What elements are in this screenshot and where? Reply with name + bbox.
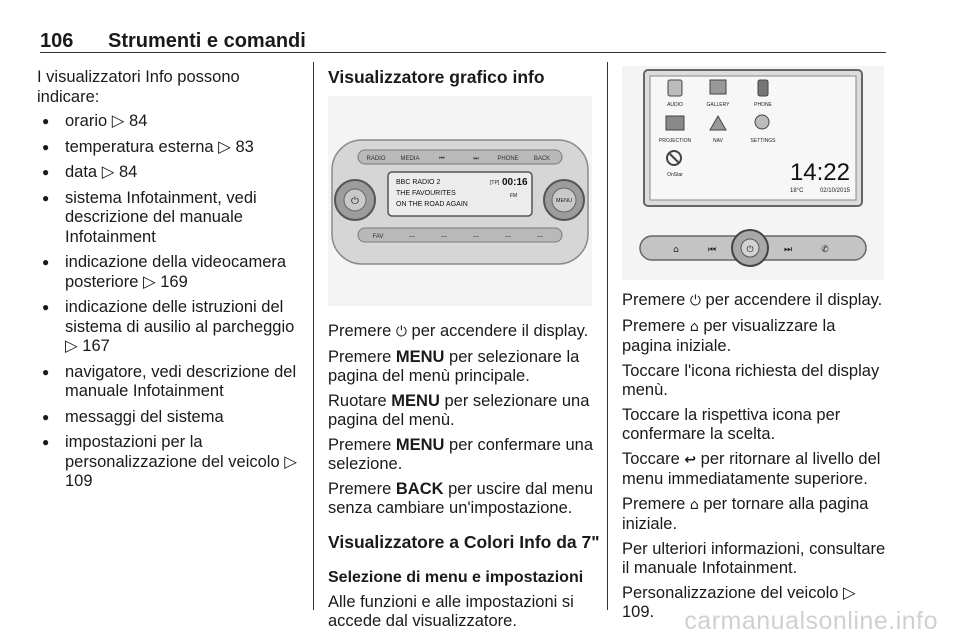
svg-text:⏭: ⏭ [783,245,793,255]
paragraph: Alle funzioni e alle impostazioni si accede dal visualizzatore. [328,592,574,630]
list-item: ● orario ▷ 84 [37,112,305,132]
screen-time: 14:22 [789,159,850,186]
preset-button-label: — [537,234,543,240]
display-status: [TP] [490,180,500,186]
preset-button-label: — [441,234,447,240]
fav-button-label: FAV [372,234,384,240]
display-line: ON THE ROAD AGAIN [396,201,468,208]
list-item: ● indicazione delle istruzioni del sistema di ausilio al parcheggio ▷ 167 [37,298,305,357]
paragraph: Premere MENU per selezionare la pagina del menù principale. [328,347,580,385]
paragraph: Toccare ↩ per ritornare al livello del menu immediatamente superiore. [622,449,881,488]
radio-unit-figure [328,96,592,306]
next-button-label: ⏭ [473,156,479,162]
svg-text:⌂: ⌂ [673,245,679,255]
nav-icon-label: NAV [713,138,723,144]
paragraph: Premere MENU per confermare una selezione. [328,435,594,473]
paragraph: Toccare la rispettiva icona per confermare la scelta. [622,405,841,443]
header-rule [40,52,886,53]
home-icon: ⌂ [689,318,699,335]
screen-date: 02/10/2015 [819,188,850,194]
list-item: ● indicazione della videocamera posteriore ▷ 169 [37,253,305,292]
paragraph: Premere ⌂ per visualizzare la pagina iniziale. [622,316,836,355]
subheading: Selezione di menu e impostazioni [328,569,584,586]
preset-button-label: — [409,234,415,240]
audio-icon-label: AUDIO [667,102,683,108]
screen-temp: 18°C [790,188,804,194]
display-line: BBC RADIO 2 [396,179,441,186]
paragraph: Per ulteriori informazioni, consultare il manuale Infotainment. [622,539,886,577]
menu-knob-label: MENU [555,198,573,204]
paragraph: Premere ⌂ per tornare alla pagina iniziale. [622,494,869,533]
column-divider-1 [313,62,314,610]
radio-unit-illustration [328,96,592,306]
gallery-icon-label: GALLERY [706,102,730,108]
power-icon: ⏻ [689,293,701,309]
back-arrow-icon: ↩ [684,451,697,468]
page-number: 106 [40,30,74,52]
home-icon: ⌂ [689,496,699,513]
paragraph: Ruotare MENU per selezionare una pagina del menù. [328,391,590,429]
svg-text:⏻: ⏻ [746,245,754,255]
column-2-text [328,322,600,637]
phone-icon-label: PHONE [754,102,772,108]
info-list [37,112,305,492]
display-band: FM [510,193,518,199]
svg-text:⏻: ⏻ [351,196,359,207]
paragraph: Premere ⏻ per accendere il display. [622,291,883,309]
preset-button-label: — [473,234,479,240]
back-button-label: BACK [533,156,551,162]
watermark: carmanualsonline.info [684,607,938,635]
svg-text:⏮: ⏮ [707,245,717,255]
onstar-icon-label: OnStar [667,172,683,178]
list-item: ● navigatore, vedi descrizione del manuale Infotainment [37,363,305,402]
paragraph: Premere BACK per uscire dal menu senza cambiare un'impostazione. [328,479,594,517]
list-item: ● temperatura esterna ▷ 83 [37,138,305,158]
section-heading-color-info: Visualizzatore a Colori Info da 7" [328,531,600,552]
settings-icon-label: SETTINGS [750,138,776,144]
phone-button-label: PHONE [497,156,519,162]
media-button-label: MEDIA [400,156,420,162]
section-heading-graphic-info: Visualizzatore grafico info [328,67,545,87]
paragraph: Personalizzazione del veicolo ▷ 109. [622,583,856,621]
color-display-illustration [622,66,884,280]
color-display-figure [622,66,884,280]
page-header [40,30,306,53]
svg-text:✆: ✆ [821,245,829,255]
display-line: THE FAVOURITES [396,190,456,197]
column-divider-2 [607,62,608,610]
power-icon: ⏻ [395,324,407,340]
list-item: ● sistema Infotainment, vedi descrizione del manuale Infotainment [37,189,305,248]
page-title: Strumenti e comandi [108,30,306,52]
radio-button-label: RADIO [366,156,386,162]
projection-icon-label: PROJECTION [658,138,692,144]
column-3-text [622,291,888,628]
preset-button-label: — [505,234,511,240]
display-time: 00:16 [502,177,528,188]
list-item: ● impostazioni per la personalizzazione del veicolo ▷ 109 [37,433,305,492]
prev-button-label: ⏮ [439,156,445,162]
paragraph: Toccare l'icona richiesta del display menù. [622,361,880,399]
paragraph: Premere ⏻ per accendere il display. [328,322,589,340]
list-item: ● messaggi del sistema [37,408,305,428]
column-1 [37,68,305,498]
intro-text: I visualizzatori Info possono indicare: [37,68,240,106]
list-item: ● data ▷ 84 [37,163,305,183]
